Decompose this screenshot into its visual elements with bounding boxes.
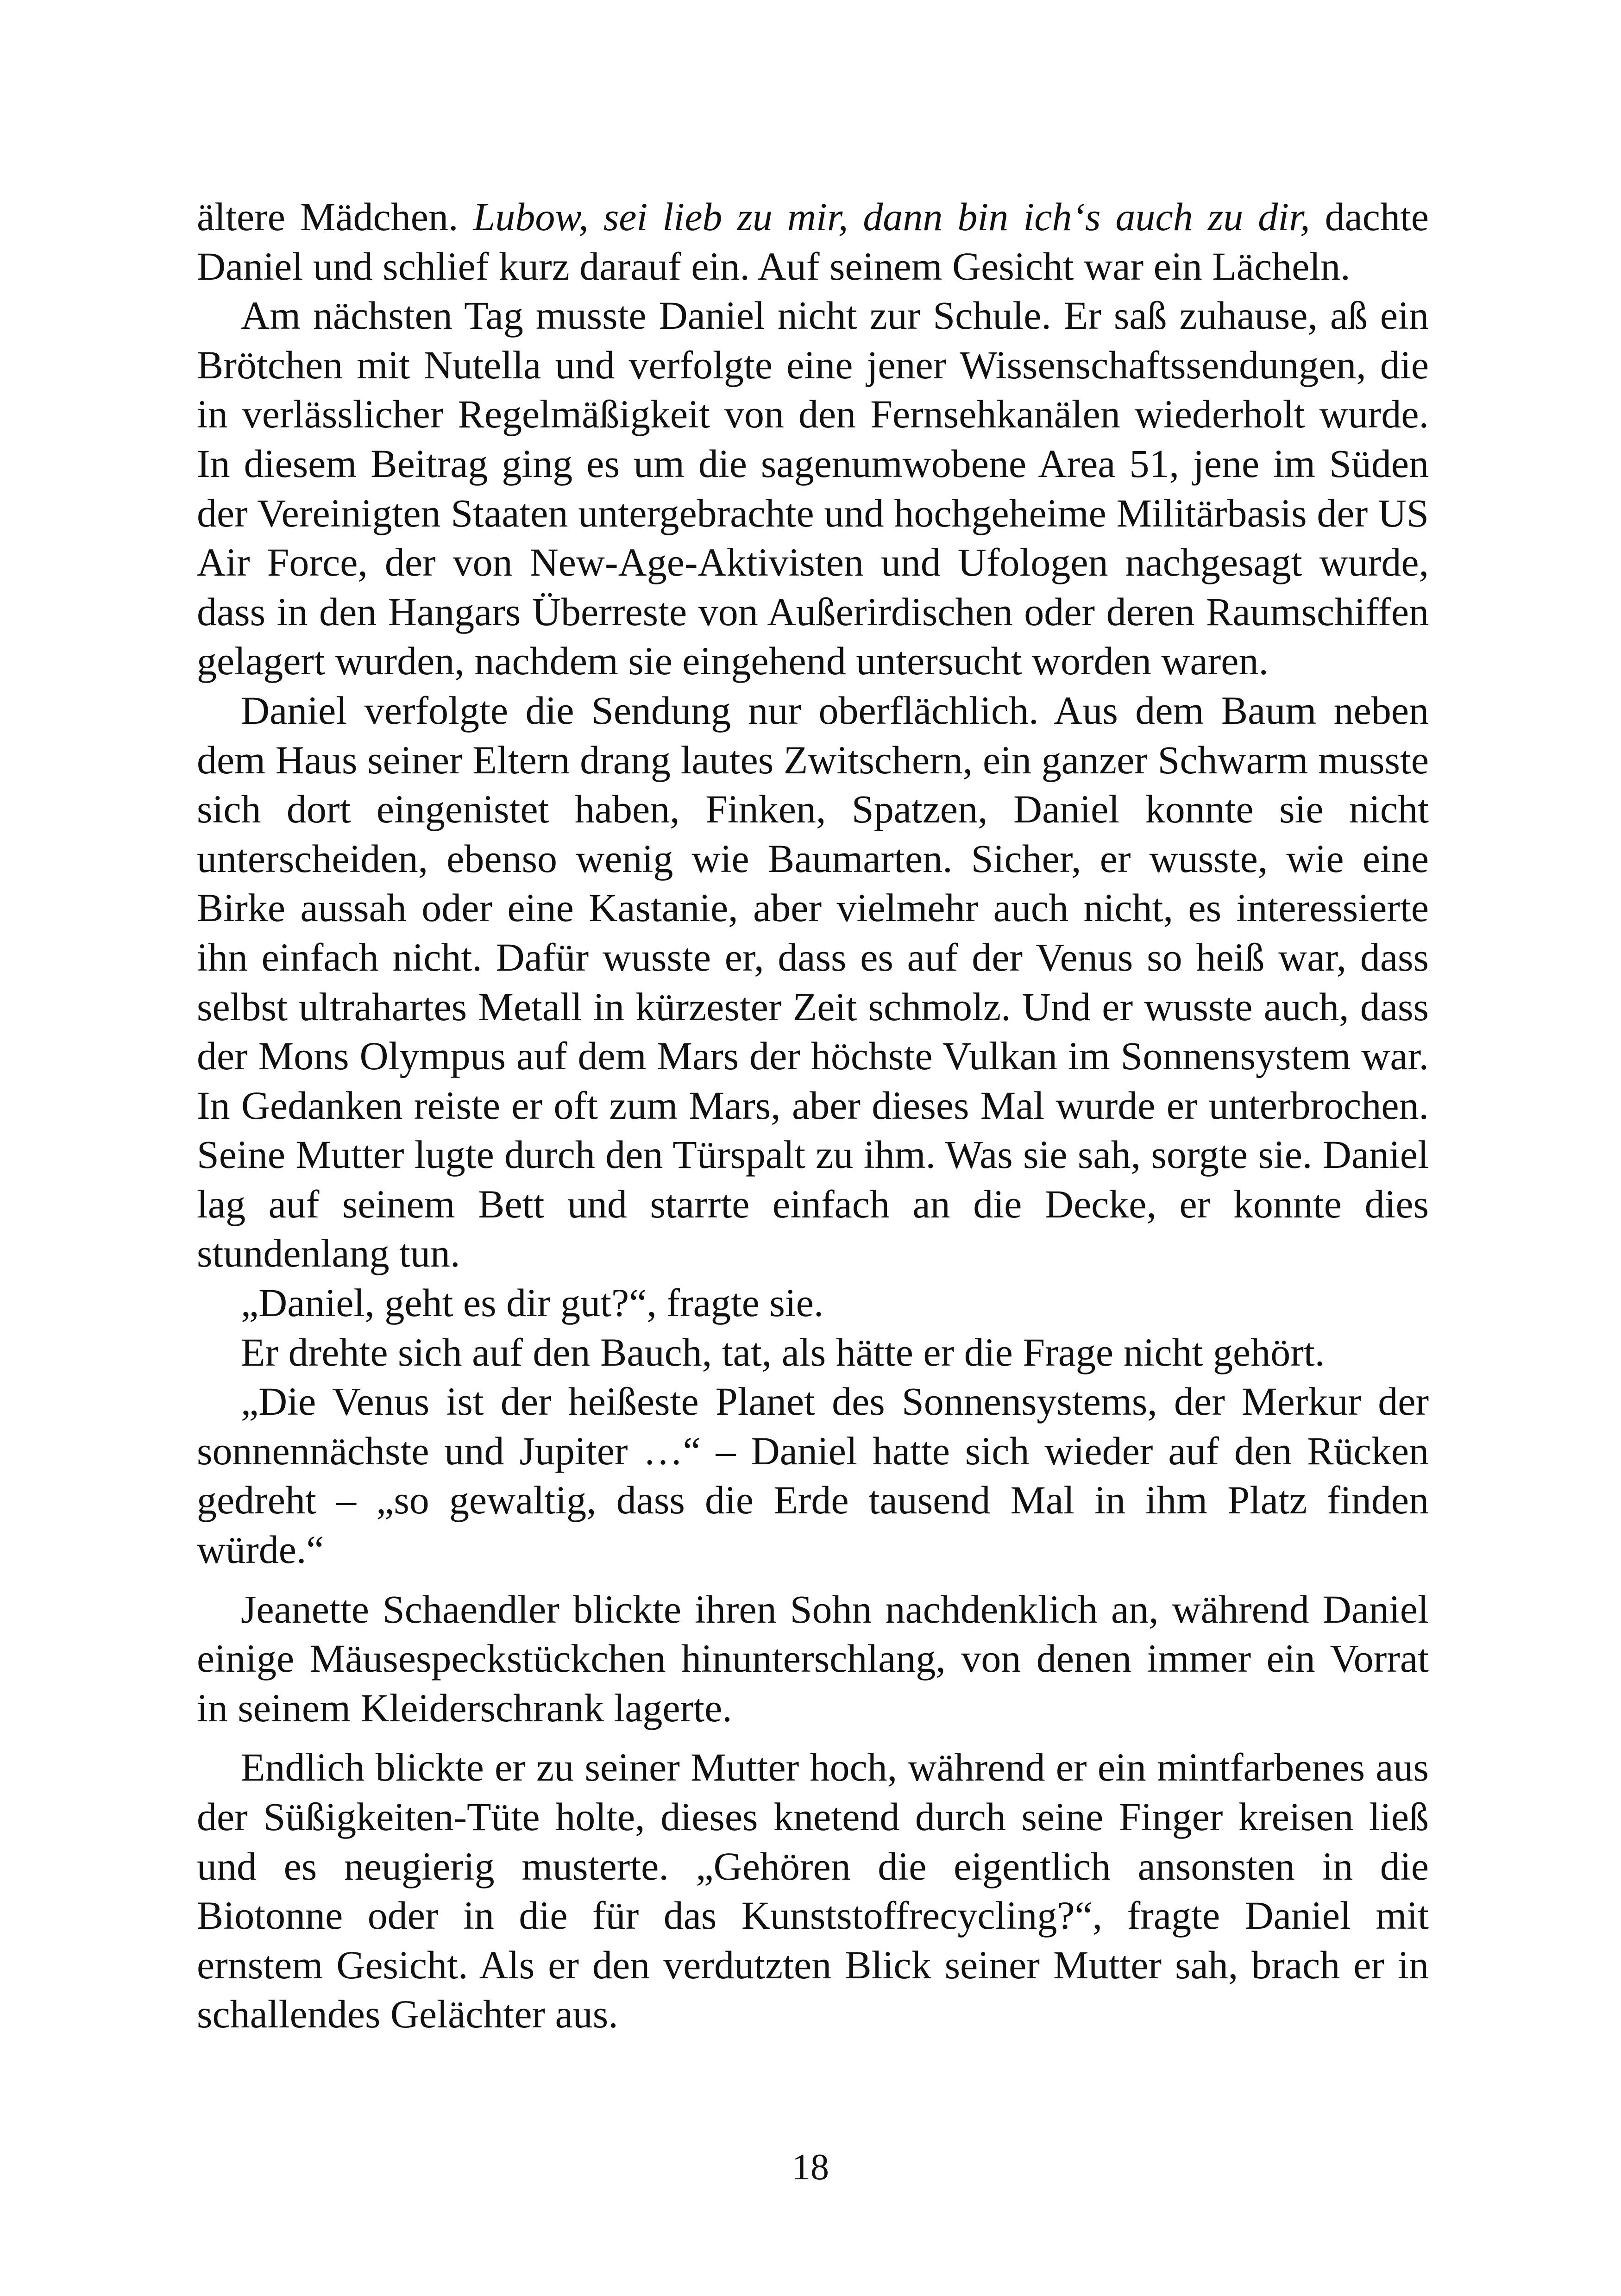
paragraph-2: Am nächsten Tag musste Daniel nicht zur Schule. Er saß zuhause, aß ein Brötchen mit Nutella und verfolgte eine jener Wissenschaftssendungen, die in verlässlicher Regelmäßigkeit von den Fernsehkanälen wiederholt wurde. In diesem Beitrag ging es um die sagenumwobene Area 51, jene im Süden der Vereinigten Staaten untergebrachte und hochgeheime Militärbasis der US Air Force, der von New-Age-Aktivisten und Ufologen nachgesagt wurde, dass in den Hangars Überreste von Außerirdischen oder deren Raumschiffen gelagert wurden, nachdem sie eingehend untersucht worden waren. <box>197 293 1429 684</box>
paragraph-1-end: dachte Daniel und schlief kurz darauf ein. Auf seinem Gesicht war ein Lächeln. <box>197 194 1429 289</box>
paragraph-8: Endlich blickte er zu seiner Mutter hoch, während er ein mintfarbenes aus der Süßigkeiten-Tüte holte, dieses knetend durch seine Finger kreisen ließ und es neugierig musterte. „Gehören die eigentlich ansonsten in die Biotonne oder in die für das Kunststoffrecycling?“, fragte Daniel mit ernstem Gesicht. Als er den verdutzten Blick seiner Mutter sah, brach er in schallendes Gelächter aus. <box>197 1745 1429 2037</box>
page-number: 18 <box>792 2147 829 2188</box>
body-text <box>197 192 1429 2039</box>
paragraph-1 <box>197 192 1429 291</box>
paragraph-6: „Die Venus ist der heißeste Planet des Sonnensystems, der Merkur der sonnennächste und Jupiter …“ – Daniel hatte sich wieder auf den Rücken gedreht – „so gewaltig, dass die Erde tausend Mal in ihm Platz finden würde.“ <box>197 1379 1429 1572</box>
paragraph-1-start: ältere Mädchen. <box>197 194 473 239</box>
paragraph-7: Jeanette Schaendler blickte ihren Sohn nachdenklich an, während Daniel einige Mäusespeckstückchen hinunterschlang, von denen immer ein Vorrat in seinem Kleiderschrank lagerte. <box>197 1587 1429 1730</box>
paragraph-4: „Daniel, geht es dir gut?“, fragte sie. <box>241 1280 824 1325</box>
italic-thought: Lubow, sei lieb zu mir, dann bin ich‘s auch zu dir, <box>473 194 1310 239</box>
paragraph-3: Daniel verfolgte die Sendung nur oberflächlich. Aus dem Baum neben dem Haus seiner Eltern drang lautes Zwitschern, ein ganzer Schwarm musste sich dort eingenistet haben, Finken, Spatzen, Daniel konnte sie nicht unterscheiden, ebenso wenig wie Baumarten. Sicher, er wusste, wie eine Birke aussah oder eine Kastanie, aber vielmehr auch nicht, es interessierte ihn einfach nicht. Dafür wusste er, dass es auf der Venus so heiß war, dass selbst ultrahartes Metall in kürzester Zeit schmolz. Und er wusste auch, dass der Mons Olympus auf dem Mars der höchste Vulkan im Sonnensystem war. In Gedanken reiste er oft zum Mars, aber dieses Mal wurde er unterbrochen. Seine Mutter lugte durch den Türspalt zu ihm. Was sie sah, sorgte sie. Daniel lag auf seinem Bett und starrte einfach an die Decke, er konnte dies stundenlang tun. <box>197 688 1429 1276</box>
paragraph-5: Er drehte sich auf den Bauch, tat, als hätte er die Frage nicht gehört. <box>241 1330 1325 1374</box>
